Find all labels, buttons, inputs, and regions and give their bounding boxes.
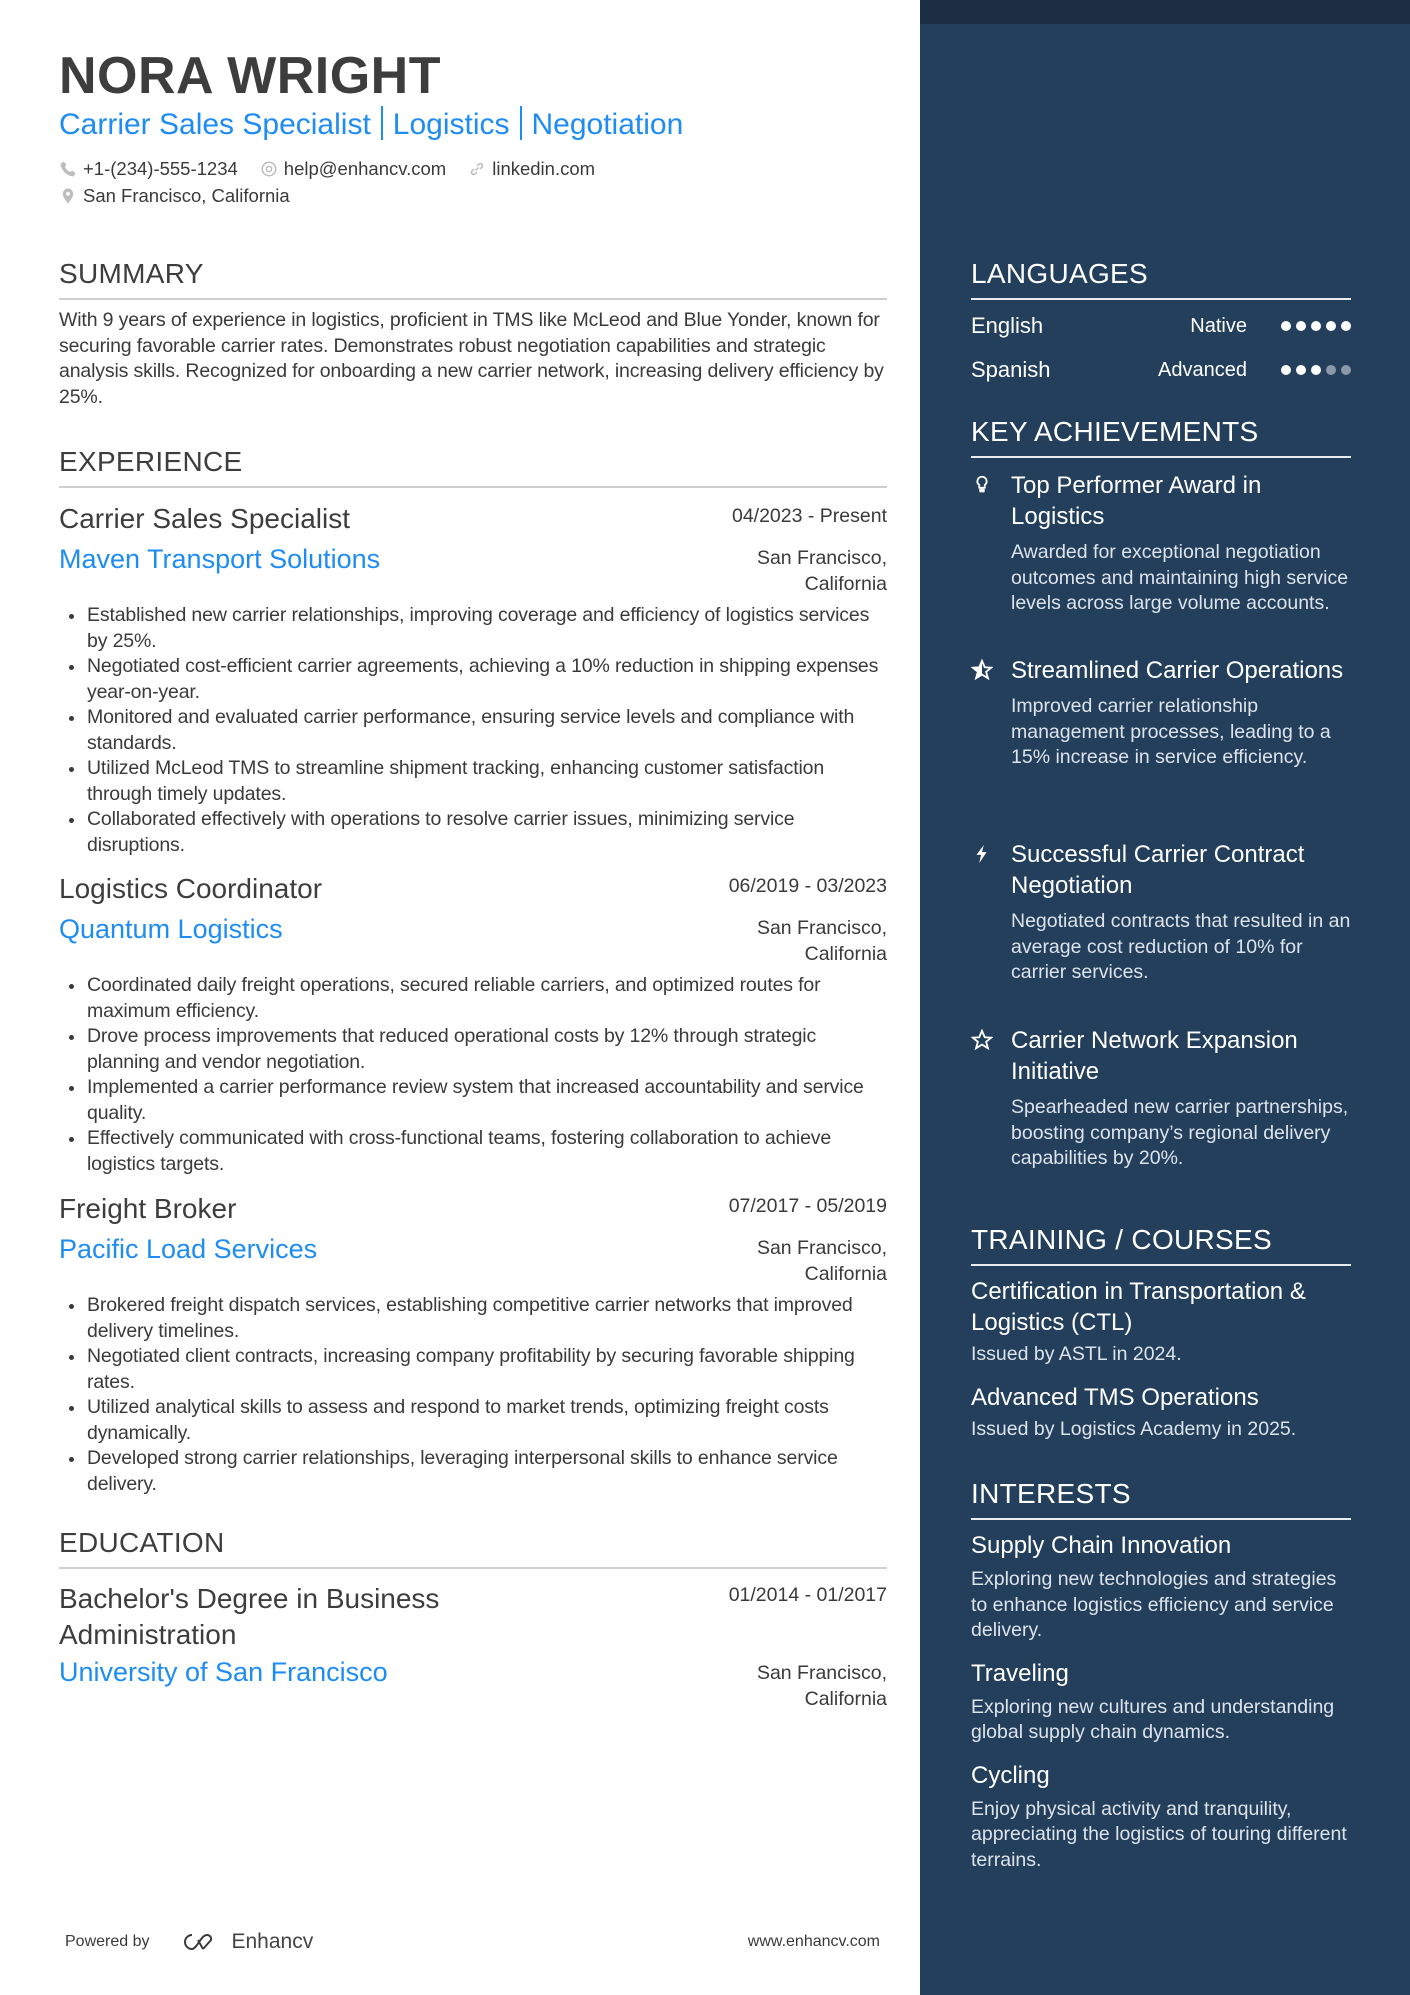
achievement-item [971, 839, 1351, 986]
lightbulb-icon [971, 470, 1011, 617]
divider [520, 106, 522, 140]
section-heading: KEY ACHIEVEMENTS [971, 416, 1351, 458]
job-header-row [59, 872, 887, 906]
enhancv-logo-icon [178, 1930, 224, 1954]
achievement-body [1011, 1025, 1351, 1172]
enhancv-brand: Enhancv [231, 1930, 314, 1953]
job-bullets [59, 1293, 887, 1497]
job-title: Carrier Sales Specialist [59, 503, 350, 534]
job-location-line: San Francisco, [756, 917, 887, 939]
section-heading: LANGUAGES [971, 258, 1351, 300]
achievement-row [971, 1025, 1351, 1172]
bullet-item: Drove process improvements that reduced operational costs by 12% through strategic planning and vendor negotiation. [59, 1024, 887, 1075]
achievement-row [971, 839, 1351, 986]
job-company-row [59, 912, 887, 967]
job-header-row [59, 1192, 887, 1226]
language-item [971, 348, 1351, 392]
interest-title: Cycling [971, 1761, 1050, 1789]
achievement-body [1011, 655, 1351, 771]
divider [381, 106, 383, 140]
job-dates: 06/2019 - 03/2023 [728, 875, 887, 897]
headline-skill: Negotiation [531, 108, 684, 141]
bullet-item: Developed strong carrier relationships, leveraging interpersonal skills to enhance service delivery. [59, 1446, 887, 1497]
email-text: help@enhancv.com [283, 158, 447, 179]
bullet-item: Coordinated daily freight operations, secured reliable carriers, and optimized routes for maximum efficiency. [59, 973, 887, 1024]
location [59, 185, 290, 207]
interest-item [971, 1760, 1351, 1874]
section-heading: EXPERIENCE [59, 446, 887, 488]
course-item [971, 1382, 1351, 1443]
footer-url[interactable]: www.enhancv.com [747, 1933, 880, 1950]
job-entry [59, 502, 887, 858]
achievement-description: Spearheaded new carrier partnerships, boosting company’s regional delivery capabilities by 20%. [1011, 1096, 1349, 1169]
degree: Bachelor's Degree in Business Administration [59, 1583, 440, 1650]
job-company-row [59, 1232, 887, 1287]
phone-icon [59, 160, 77, 178]
achievement-description: Improved carrier relationship management processes, leading to a 15% increase in service efficiency. [1011, 695, 1331, 768]
rating-dot [1311, 321, 1321, 331]
job-location [757, 1232, 887, 1287]
job-company-row [59, 542, 887, 597]
rating-dot [1326, 321, 1336, 331]
sidebar-top-strip [920, 0, 1410, 24]
phone[interactable] [59, 158, 238, 180]
training-section [971, 1224, 1351, 1442]
achievement-description: Negotiated contracts that resulted in an average cost reduction of 10% for carrier services. [1011, 910, 1351, 983]
bullet-item: Effectively communicated with cross-functional teams, fostering collaboration to achieve logistics targets. [59, 1126, 887, 1177]
rating-dot [1311, 365, 1321, 375]
bullet-item: Established new carrier relationships, improving coverage and efficiency of logistics services by 25%. [59, 603, 887, 654]
education-dates: 01/2014 - 01/2017 [728, 1584, 887, 1606]
job-entry [59, 1192, 887, 1497]
rating-dot [1281, 365, 1291, 375]
achievement-body [1011, 470, 1351, 617]
candidate-name: NORA WRIGHT [59, 47, 441, 105]
job-location-line: California [804, 1262, 887, 1285]
headline-skill: Logistics [392, 108, 510, 141]
headline [59, 106, 887, 142]
half-star-icon [971, 655, 1011, 771]
section-heading: SUMMARY [59, 258, 887, 300]
education-location: San Francisco, [756, 1662, 887, 1684]
company-name: Maven Transport Solutions [59, 544, 381, 574]
education-section [59, 1527, 887, 1712]
language-rating [1281, 365, 1351, 375]
job-location-line: San Francisco, [756, 547, 887, 569]
job-location-line: California [804, 942, 887, 965]
bullet-item: Collaborated effectively with operations to resolve carrier issues, minimizing service disruptions. [59, 807, 887, 858]
interest-description: Exploring new cultures and understanding global supply chain dynamics. [971, 1695, 1335, 1743]
bullet-item: Negotiated client contracts, increasing company profitability by securing favorable shipping rates. [59, 1344, 887, 1395]
course-description: Issued by Logistics Academy in 2025. [971, 1417, 1297, 1440]
location-text: San Francisco, California [83, 185, 290, 206]
job-location-line: California [804, 572, 887, 595]
language-item [971, 304, 1351, 348]
bullet-item: Negotiated cost-efficient carrier agreements, achieving a 10% reduction in shipping expenses year-on-year. [59, 654, 887, 705]
achievement-item [971, 1025, 1351, 1172]
job-header-row [59, 502, 887, 536]
language-rating [1281, 321, 1351, 331]
interest-title: Traveling [971, 1659, 1069, 1687]
bullet-item: Monitored and evaluated carrier performance, ensuring service levels and compliance with standards. [59, 705, 887, 756]
language-level: Native [1190, 314, 1247, 337]
achievement-item [971, 470, 1351, 617]
course-item [971, 1276, 1351, 1368]
interests-section [971, 1478, 1351, 1873]
achievement-title: Carrier Network Expansion Initiative [1011, 1027, 1298, 1085]
interest-description: Enjoy physical activity and tranquility, appreciating the logistics of touring different terrains. [971, 1797, 1347, 1871]
achievement-item [971, 655, 1351, 771]
bullet-item: Utilized analytical skills to assess and respond to market trends, optimizing freight costs dynamically. [59, 1395, 887, 1446]
map-pin-icon [59, 187, 77, 205]
experience-section [59, 446, 887, 488]
job-bullets [59, 603, 887, 858]
school: University of San Francisco [59, 1657, 388, 1687]
job-title: Logistics Coordinator [59, 873, 323, 904]
rating-dot [1341, 321, 1351, 331]
achievement-title: Successful Carrier Contract Negotiation [1011, 841, 1305, 899]
job-entry [59, 872, 887, 1177]
achievement-title: Streamlined Carrier Operations [1011, 657, 1344, 684]
job-location [757, 912, 887, 967]
footer [65, 1930, 880, 1954]
rating-dot [1296, 365, 1306, 375]
bullet-item: Implemented a carrier performance review system that increased accountability and service quality. [59, 1075, 887, 1126]
course-title: Advanced TMS Operations [971, 1383, 1259, 1411]
powered-by: Powered by [65, 1933, 150, 1950]
rating-dot [1326, 365, 1336, 375]
bullet-item: Utilized McLeod TMS to streamline shipment tracking, enhancing customer satisfaction through timely updates. [59, 756, 887, 807]
link-icon [468, 160, 486, 178]
job-location-line: San Francisco, [756, 1237, 887, 1259]
phone-text: +1-(234)-555-1234 [83, 158, 238, 179]
section-heading: TRAINING / COURSES [971, 1224, 1351, 1266]
rating-dot [1296, 321, 1306, 331]
linkedin-text: linkedin.com [492, 158, 596, 179]
section-heading: EDUCATION [59, 1527, 887, 1569]
linkedin[interactable] [468, 158, 595, 180]
company-name: Pacific Load Services [59, 1234, 318, 1264]
star-outline-icon [971, 1025, 1011, 1172]
lightning-icon [971, 839, 1011, 986]
interest-item [971, 1658, 1351, 1746]
language-name: English [971, 313, 1044, 338]
job-bullets [59, 973, 887, 1177]
bullet-item: Brokered freight dispatch services, establishing competitive carrier networks that improved delivery timelines. [59, 1293, 887, 1344]
language-level: Advanced [1158, 358, 1247, 381]
job-title: Freight Broker [59, 1193, 237, 1224]
job-location [757, 542, 887, 597]
achievement-title: Top Performer Award in Logistics [1011, 472, 1262, 530]
achievement-body [1011, 839, 1351, 986]
contact-row [59, 158, 887, 180]
achievements-section [971, 416, 1351, 458]
location-row [59, 185, 887, 207]
achievement-row [971, 470, 1351, 617]
headline-role: Carrier Sales Specialist [59, 108, 371, 141]
section-heading: INTERESTS [971, 1478, 1351, 1520]
job-dates: 07/2017 - 05/2019 [728, 1195, 887, 1217]
rating-dot [1341, 365, 1351, 375]
interest-title: Supply Chain Innovation [971, 1532, 1232, 1559]
summary-text: With 9 years of experience in logistics, proficient in TMS like McLeod and Blue Yonder, known for securing favorable carrier rates. Demonstrates robust negotiation capabilities and strategic analysis skills. Recognized for onboarding a new carrier network, increasing delivery efficiency by 25%. [59, 309, 884, 408]
company-name: Quantum Logistics [59, 914, 283, 944]
course-description: Issued by ASTL in 2024. [971, 1343, 1182, 1365]
job-dates: 04/2023 - Present [731, 505, 887, 527]
interest-item [971, 1530, 1351, 1644]
email[interactable] [260, 158, 446, 180]
achievement-description: Awarded for exceptional negotiation outcomes and maintaining high service levels across large volume accounts. [1011, 541, 1349, 614]
summary-section [59, 258, 887, 410]
course-title: Certification in Transportation & Logistics (CTL) [971, 1278, 1306, 1336]
at-icon [260, 160, 278, 178]
education-location: California [804, 1687, 887, 1710]
language-name: Spanish [971, 357, 1051, 382]
rating-dot [1281, 321, 1291, 331]
languages-section [971, 258, 1351, 392]
interest-description: Exploring new technologies and strategies to enhance logistics efficiency and service delivery. [971, 1568, 1337, 1641]
achievement-row [971, 655, 1351, 771]
